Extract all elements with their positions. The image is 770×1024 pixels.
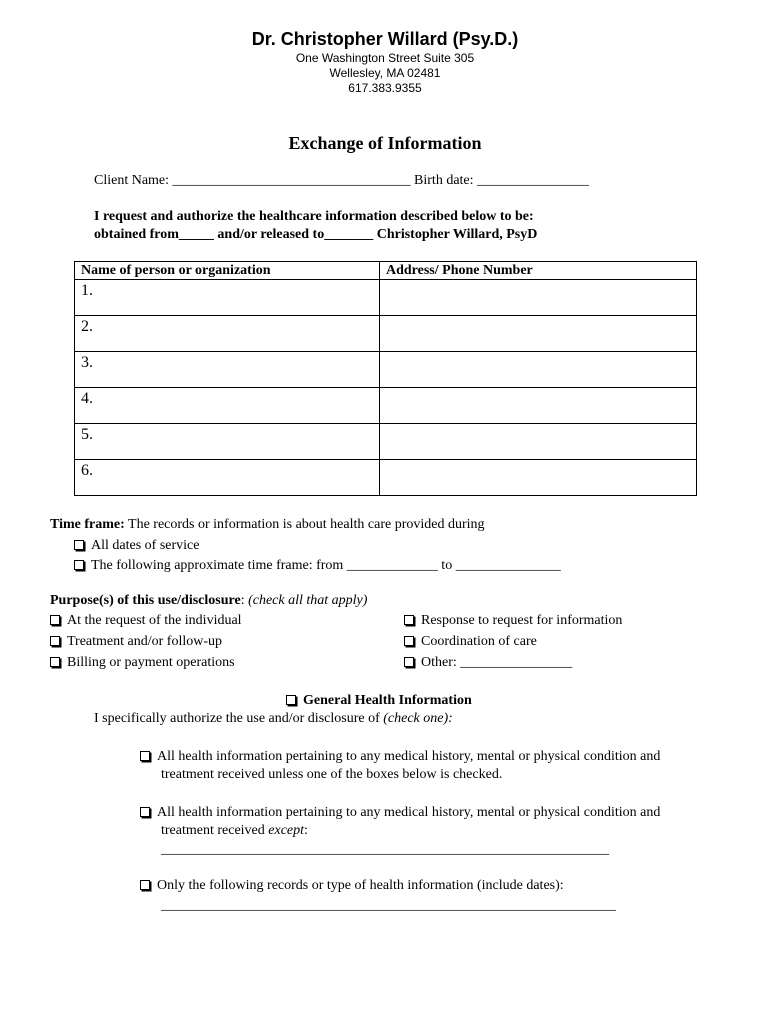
time-frame-option-range[interactable]: The following approximate time frame: from _____________ to _______________ [74, 558, 561, 574]
form-title: Exchange of Information [288, 133, 482, 153]
general-health-title[interactable]: General Health Information [286, 693, 472, 709]
checkbox-icon[interactable] [50, 615, 60, 625]
time-frame-option-all[interactable]: All dates of service [74, 538, 199, 554]
address-line-2: Wellesley, MA 02481 [329, 66, 441, 80]
doctor-name: Dr. Christopher Willard (Psy.D.) [251, 29, 519, 49]
row-number[interactable]: 4. [75, 388, 380, 424]
table-header-address: Address/ Phone Number [380, 262, 697, 280]
general-health-intro: I specifically authorize the use and/or disclosure of (check one): [94, 711, 453, 726]
purpose-option-other[interactable]: Other: ________________ [404, 655, 572, 671]
checkbox-icon[interactable] [140, 880, 150, 890]
checkbox-icon[interactable] [286, 695, 296, 705]
health-option-all[interactable]: All health information pertaining to any medical history, mental or physical condition and [140, 749, 660, 765]
time-frame-label: Time frame: [50, 517, 125, 532]
client-name-label: Client Name: [94, 173, 170, 188]
time-frame-text: The records or information is about health care provided during [128, 517, 485, 532]
checkbox-icon[interactable] [140, 751, 150, 761]
table-row[interactable] [75, 460, 697, 496]
row-number[interactable]: 3. [75, 352, 380, 388]
purpose-option-treatment[interactable]: Treatment and/or follow-up [50, 634, 222, 650]
health-only-field[interactable]: _________________________________________________________________ [161, 898, 616, 913]
checkbox-icon[interactable] [74, 540, 84, 550]
table-row[interactable] [75, 352, 697, 388]
checkbox-icon[interactable] [140, 807, 150, 817]
purpose-hint: (check all that apply) [248, 593, 368, 608]
time-frame-line [50, 517, 485, 533]
purpose-option-individual[interactable]: At the request of the individual [50, 613, 242, 629]
address-cell[interactable] [380, 316, 697, 352]
row-number[interactable]: 5. [75, 424, 380, 460]
health-option-except-line2: treatment received except: [161, 823, 308, 838]
row-number[interactable]: 2. [75, 316, 380, 352]
table-row[interactable] [75, 316, 697, 352]
purpose-option-coordination[interactable]: Coordination of care [404, 634, 537, 650]
address-cell[interactable] [380, 424, 697, 460]
health-option-only[interactable]: Only the following records or type of health information (include dates): [140, 878, 564, 894]
health-except-field[interactable]: ________________________________________________________________ [161, 842, 609, 857]
row-number[interactable]: 1. [75, 280, 380, 316]
health-option-all-line2: treatment received unless one of the boxes below is checked. [161, 767, 503, 782]
address-cell[interactable] [380, 352, 697, 388]
row-number[interactable]: 6. [75, 460, 380, 496]
address-cell[interactable] [380, 388, 697, 424]
address-cell[interactable] [380, 280, 697, 316]
purpose-option-response[interactable]: Response to request for information [404, 613, 622, 629]
recipients-table [74, 261, 697, 496]
client-info-line [94, 173, 589, 189]
table-row[interactable] [75, 424, 697, 460]
authorize-line-2[interactable]: obtained from_____ and/or released to_______ Christopher Willard, PsyD [94, 227, 538, 242]
table-header-name: Name of person or organization [75, 262, 380, 280]
checkbox-icon[interactable] [404, 615, 414, 625]
checkbox-icon[interactable] [50, 636, 60, 646]
checkbox-icon[interactable] [404, 657, 414, 667]
table-header-row [75, 262, 697, 280]
birth-date-label: Birth date: [414, 173, 474, 188]
purpose-line: Purpose(s) of this use/disclosure: (check all that apply) [50, 593, 368, 608]
purpose-option-billing[interactable]: Billing or payment operations [50, 655, 235, 671]
table-row[interactable] [75, 388, 697, 424]
address-cell[interactable] [380, 460, 697, 496]
birth-date-field[interactable]: ________________ [477, 173, 590, 188]
checkbox-icon[interactable] [74, 560, 84, 570]
address-line-1: One Washington Street Suite 305 [295, 51, 475, 65]
phone-number: 617.383.9355 [348, 81, 422, 95]
checkbox-icon[interactable] [404, 636, 414, 646]
client-name-field[interactable]: __________________________________ [172, 173, 411, 188]
authorize-line-1: I request and authorize the healthcare information described below to be: [94, 209, 534, 224]
health-option-except[interactable]: All health information pertaining to any medical history, mental or physical condition and [140, 805, 660, 821]
purpose-label: Purpose(s) of this use/disclosure [50, 593, 241, 608]
table-row[interactable] [75, 280, 697, 316]
checkbox-icon[interactable] [50, 657, 60, 667]
